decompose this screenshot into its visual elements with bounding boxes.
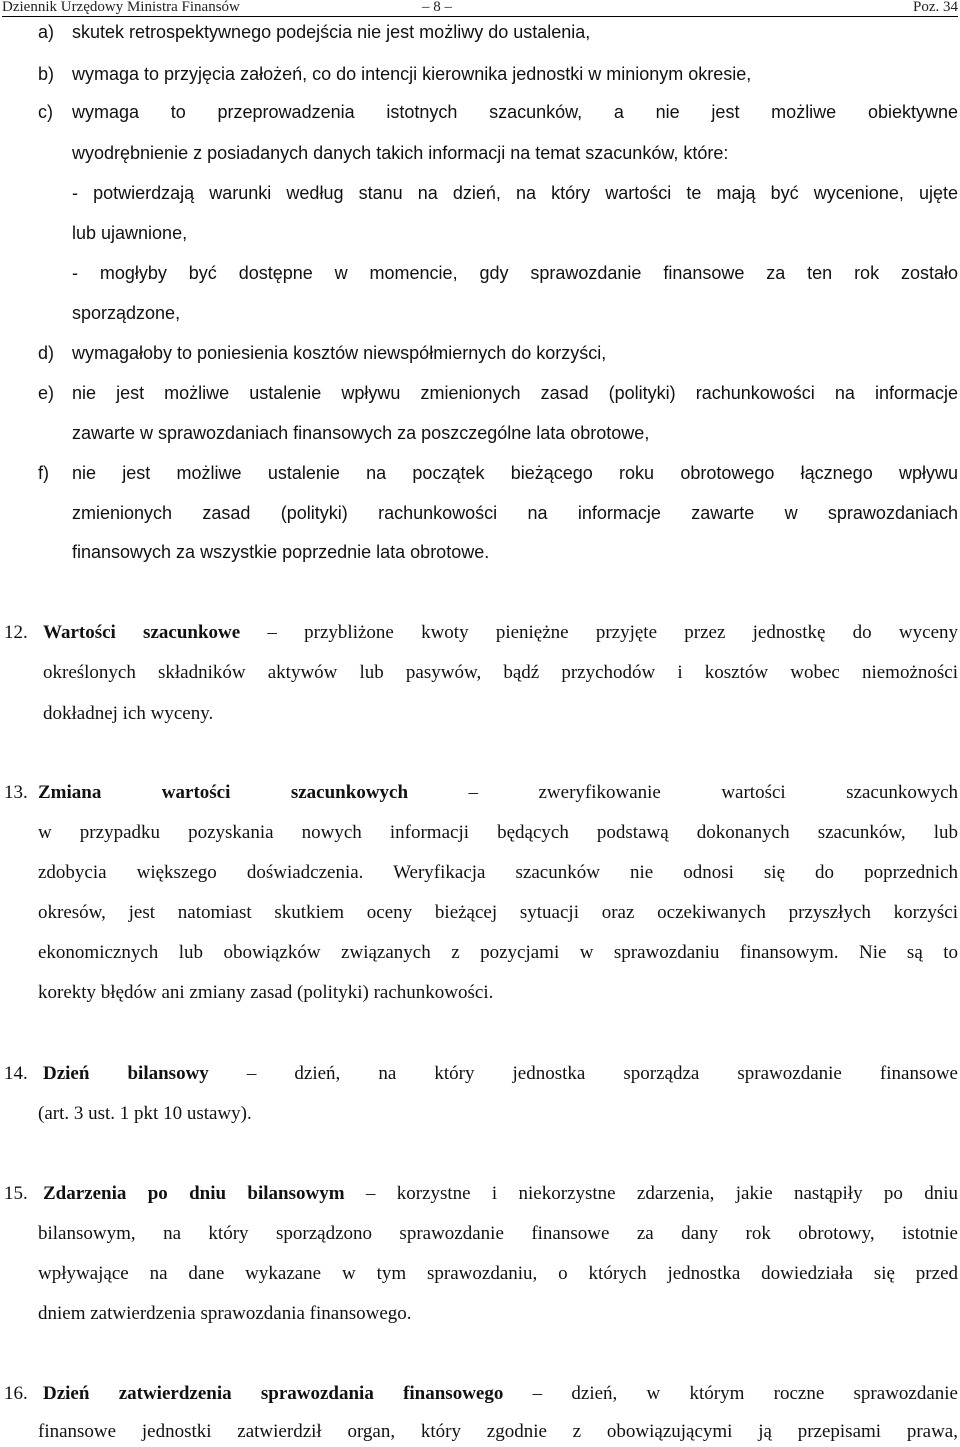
definition-term: Zmiana wartości szacunkowych: [38, 782, 409, 803]
definition-first-line: [43, 1383, 958, 1405]
definition-first-line: [38, 782, 958, 804]
definition-term: Wartości szacunkowe: [43, 622, 241, 643]
list-item-d: wymagałoby to poniesienia kosztów niewspółmiernych do korzyści,: [72, 343, 607, 363]
definition-line: korekty błędów ani zmiany zasad (polityki) rachunkowości.: [38, 982, 494, 1003]
list-item-f-line: finansowych za wszystkie poprzednie lata obrotowe.: [72, 542, 490, 562]
definition-line: w przypadku pozyskania nowych informacji będących podstawą dokonanych szacunków, lub: [38, 822, 958, 843]
definition-term: Dzień zatwierdzenia sprawozdania finansowego: [43, 1383, 504, 1404]
list-item-a: skutek retrospektywnego podejścia nie jest możliwy do ustalenia,: [72, 22, 591, 42]
definition-first-line: [43, 1183, 958, 1205]
page-header: [2, 0, 958, 17]
definition-line: określonych składników aktywów lub pasywów, bądź przychodów i kosztów wobec niemożności: [43, 662, 958, 683]
list-item-b: wymaga to przyjęcia założeń, co do intencji kierownika jednostki w minionym okresie,: [72, 64, 752, 84]
list-label-c: c): [38, 102, 53, 122]
page-number: – 8 –: [422, 0, 452, 15]
definition-text: – dzień, na który jednostka sporządza sprawozdanie finansowe: [246, 1063, 958, 1084]
list-label-e: e): [38, 383, 55, 403]
definition-number: 13.: [4, 782, 28, 803]
list-label-a: a): [38, 22, 55, 42]
definition-line: bilansowym, na który sporządzono sprawozdanie finansowe za dany rok obrotowy, istotnie: [38, 1223, 958, 1244]
definition-line: ekonomicznych lub obowiązków związanych z pozycjami w sprawozdaniu finansowym. Nie są to: [38, 942, 958, 963]
definition-term: Zdarzenia po dniu bilansowym: [43, 1183, 345, 1204]
definition-line: zdobycia większego doświadczenia. Weryfikacja szacunków nie odnosi się do poprzednich: [38, 862, 958, 883]
definition-first-line: [43, 1063, 958, 1085]
list-item-c-line: sporządzone,: [72, 303, 181, 323]
position-number: Poz. 34: [913, 0, 958, 15]
definition-number: 14.: [4, 1063, 28, 1084]
list-item-c-line: wyodrębnienie z posiadanych danych takich informacji na temat szacunków, które:: [72, 143, 729, 163]
definition-number: 16.: [4, 1383, 28, 1404]
list-item-c-line: lub ujawnione,: [72, 223, 188, 243]
definition-text: – korzystne i niekorzystne zdarzenia, jakie nastąpiły po dniu: [365, 1183, 959, 1204]
definition-number: 12.: [4, 622, 28, 643]
list-item-e-line: nie jest możliwe ustalenie wpływu zmienionych zasad (polityki) rachunkowości na informacje: [72, 383, 958, 403]
list-item-c-line: - mogłyby być dostępne w momencie, gdy sprawozdanie finansowe za ten rok zostało: [72, 263, 958, 283]
definition-number: 15.: [4, 1183, 28, 1204]
definition-text: – dzień, w którym roczne sprawozdanie: [532, 1383, 958, 1404]
definition-text: – zweryfikowanie wartości szacunkowych: [468, 782, 958, 803]
list-label-f: f): [38, 463, 49, 483]
definition-line: okresów, jest natomiast skutkiem oceny bieżącej sytuacji oraz oczekiwanych przyszłych korzyści: [38, 902, 958, 923]
list-item-f-line: nie jest możliwe ustalenie na początek bieżącego roku obrotowego łącznego wpływu: [72, 463, 958, 483]
list-item-f-line: zmienionych zasad (polityki) rachunkowości na informacje zawarte w sprawozdaniach: [72, 503, 958, 523]
definition-line: wpływające na dane wykazane w tym sprawozdaniu, o których jednostka dowiedziała się przed: [38, 1263, 958, 1284]
definition-line: dniem zatwierdzenia sprawozdania finansowego.: [38, 1303, 412, 1324]
journal-title: Dziennik Urzędowy Ministra Finansów: [2, 0, 240, 15]
list-label-d: d): [38, 343, 55, 363]
list-label-b: b): [38, 64, 55, 84]
definition-text: – przybliżone kwoty pieniężne przyjęte przez jednostkę do wyceny: [267, 622, 958, 643]
list-item-c-line: wymaga to przeprowadzenia istotnych szacunków, a nie jest możliwe obiektywne: [72, 102, 958, 122]
definition-line: finansowe jednostki zatwierdził organ, który zgodnie z obowiązującymi ją przepisami prawa,: [38, 1421, 958, 1442]
definition-line: (art. 3 ust. 1 pkt 10 ustawy).: [38, 1103, 252, 1124]
list-item-c-line: - potwierdzają warunki według stanu na dzień, na który wartości te mają być wycenione, ujęte: [72, 183, 958, 203]
definition-first-line: [43, 622, 958, 644]
list-item-e-line: zawarte w sprawozdaniach finansowych za poszczególne lata obrotowe,: [72, 423, 650, 443]
definition-term: Dzień bilansowy: [43, 1063, 209, 1084]
definition-line: dokładnej ich wyceny.: [43, 703, 214, 724]
